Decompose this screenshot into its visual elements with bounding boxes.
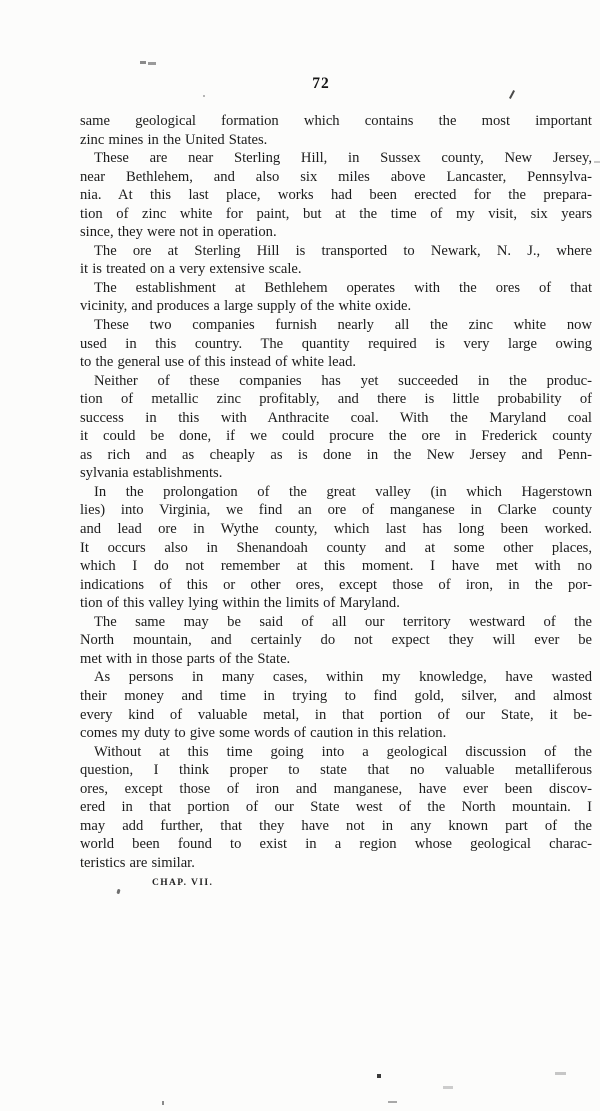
text-line: may add further, that they have not in any known part of the (80, 817, 592, 834)
text-line: every kind of valuable metal, in that portion of our State, it be- (80, 706, 592, 723)
text-line: question, I think proper to state that no valuable metalliferous (80, 762, 592, 779)
scan-speck (594, 161, 600, 163)
page-number: 72 (312, 75, 330, 92)
text-line: tion of zinc white for paint, but at the time of my visit, six years (80, 205, 592, 222)
text-line: success in this with Anthracite coal. With the Maryland coal (80, 409, 592, 426)
text-line: since, they were not in operation. (80, 224, 277, 241)
text-line: used in this country. The quantity required is very large owing (80, 335, 592, 352)
text-line: The establishment at Bethlehem operates with the ores of that (94, 279, 592, 296)
text-line: it could be done, if we could procure the ore in Frederick county (80, 428, 592, 445)
text-line: comes my duty to give some words of caution in this relation. (80, 725, 447, 742)
text-line: vicinity, and produces a large supply of the white oxide. (80, 298, 412, 315)
text-line: These two companies furnish nearly all the zinc white now (94, 317, 592, 334)
page-text-block (80, 112, 592, 872)
text-line: nia. At this last place, works had been erected for the prepara- (80, 187, 592, 204)
text-line: The ore at Sterling Hill is transported to Newark, N. J., where (94, 242, 592, 259)
scan-speck (148, 62, 156, 65)
text-line: world been found to exist in a region whose geological charac- (80, 836, 592, 853)
text-line: tion of this valley lying within the limits of Maryland. (80, 595, 400, 612)
scan-speck (388, 1101, 397, 1103)
scan-speck (443, 1086, 453, 1089)
text-line: to the general use of this instead of white lead. (80, 354, 357, 371)
text-line: near Bethlehem, and also six miles above Lancaster, Pennsylva- (80, 168, 592, 185)
text-line: zinc mines in the United States. (80, 131, 268, 148)
scan-speck (140, 61, 146, 64)
text-line: ores, except those of iron and manganese, have ever been discov- (80, 780, 592, 797)
scan-speck (555, 1072, 566, 1075)
text-line: their money and time in trying to find gold, silver, and almost (80, 687, 592, 704)
text-line: same geological formation which contains the most important (80, 113, 592, 129)
text-line: teristics are similar. (80, 854, 195, 871)
scan-speck (203, 95, 205, 97)
text-line: It occurs also in Shenandoah county and at some other places, (80, 539, 592, 556)
scan-speck (116, 889, 120, 895)
text-line: North mountain, and certainly do not expect they will ever be (80, 632, 592, 649)
text-line: lies) into Virginia, we find an ore of manganese in Clarke county (80, 502, 592, 519)
text-line: sylvania establishments. (80, 465, 223, 482)
text-line: These are near Sterling Hill, in Sussex county, New Jersey, (94, 150, 592, 167)
text-line: As persons in many cases, within my knowledge, have wasted (94, 669, 592, 686)
text-line: In the prolongation of the great valley (in which Hagerstown (94, 483, 592, 500)
text-line: indications of this or other ores, except those of iron, in the por- (80, 576, 592, 593)
text-line: met with in those parts of the State. (80, 650, 291, 667)
text-line: as rich and as cheaply as is done in the New Jersey and Penn- (80, 446, 592, 463)
text-line: and lead ore in Wythe county, which last has long been worked. (80, 521, 592, 538)
chapter-signature: CHAP. VII. (152, 878, 214, 888)
text-line: tion of metallic zinc profitably, and there is little probability of (80, 391, 592, 408)
scan-speck (162, 1101, 164, 1105)
text-line: The same may be said of all our territory westward of the (94, 613, 592, 630)
text-line: Neither of these companies has yet succeeded in the produc- (94, 372, 592, 389)
text-line: which I do not remember at this moment. I have met with no (80, 558, 592, 575)
text-line: it is treated on a very extensive scale. (80, 261, 302, 278)
text-line: ered in that portion of our State west of the North mountain. I (80, 799, 592, 816)
text-line: Without at this time going into a geological discussion of the (94, 743, 592, 760)
scan-speck (377, 1074, 381, 1078)
